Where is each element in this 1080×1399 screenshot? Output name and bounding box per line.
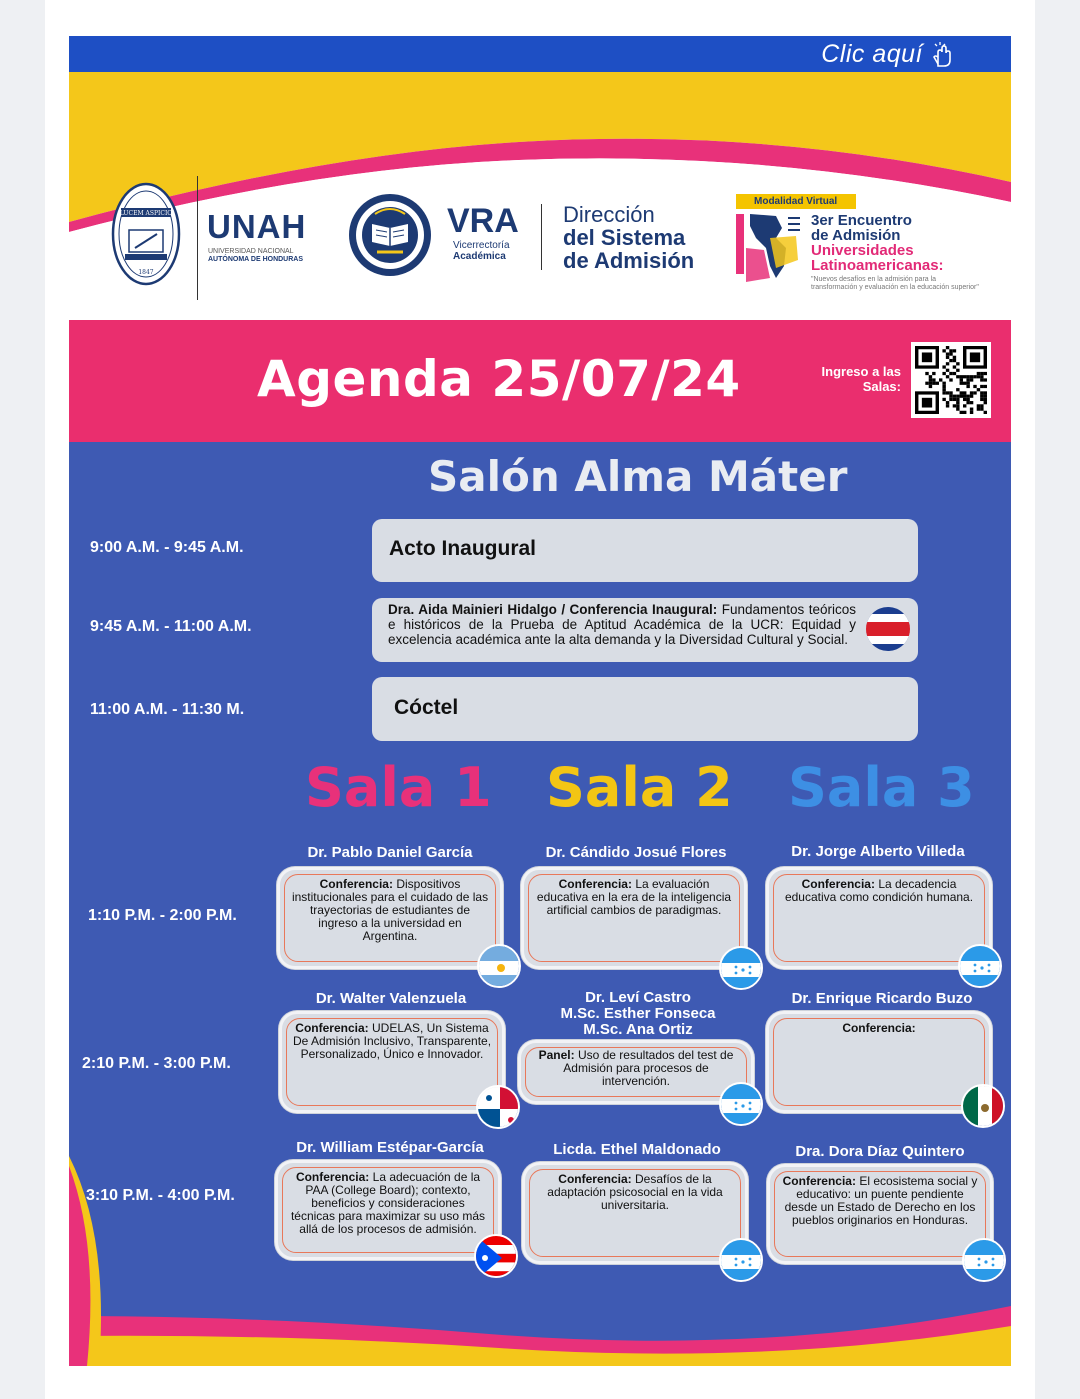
speaker-name-2: M.Sc. Esther Fonseca: [560, 1005, 716, 1022]
honduras-flag: [719, 1238, 763, 1282]
card-text: Conferencia: Dispositivos institucionales para el cuidado de las trayectorias de estudiantes de ingreso a la universidad en Argentina.: [291, 877, 489, 943]
speaker-name: Licda. Ethel Maldonado: [553, 1141, 721, 1158]
conferencia-inaugural-speaker: Dra. Aida Mainieri Hidalgo / Conferencia Inaugural:: [388, 602, 718, 617]
time-slot: 11:00 A.M. - 11:30 M.: [90, 701, 245, 718]
card-text: Panel: Uso de resultados del test de Admisión para procesos de intervención.: [538, 1048, 734, 1088]
honduras-flag: [719, 1082, 763, 1126]
click-here-link[interactable]: Clic aquí: [821, 40, 923, 68]
speaker-name: Dra. Dora Díaz Quintero: [795, 1143, 965, 1160]
unah-seal-icon: [111, 182, 181, 286]
conferencia-inaugural-title: Fundamentos teóricos e históricos de la Prueba de Aptitud Académica de la UCR: Equidad y excelencia académica ante la alta demanda y la Diversidad Cultural y Social.: [388, 602, 856, 647]
vra-subtitle-2: Académica: [453, 251, 506, 262]
card-text: Conferencia: La evaluación educativa en la era de la inteligencia artificial cambios de paradigmas.: [536, 877, 732, 917]
sala-2-title: Sala 2: [546, 756, 733, 819]
encuentro-map-icon: [736, 208, 804, 292]
speaker-name: Dr. Walter Valenzuela: [315, 990, 467, 1007]
acto-inaugural-bar: [372, 519, 918, 582]
coctel-bar: [372, 677, 918, 741]
pointer-hand-icon[interactable]: [929, 40, 953, 68]
agenda-title: Agenda 25/07/24: [257, 350, 741, 408]
sala-3-title: Sala 3: [788, 756, 975, 819]
argentina-flag: [477, 944, 521, 988]
time-slot: 2:10 P.M. - 3:00 P.M.: [82, 1055, 231, 1072]
card-text: Conferencia: La adecuación de la PAA (College Board); contexto, beneficios y consideraciones técnicas para maximizar su uso más allá de los procesos de admisión.: [290, 1170, 486, 1236]
panama-flag: [476, 1085, 520, 1129]
unah-subtitle-1: UNIVERSIDAD NACIONAL: [208, 248, 294, 255]
unah-subtitle-2: AUTÓNOMA DE HONDURAS: [208, 256, 304, 263]
puerto-rico-flag: [474, 1234, 518, 1278]
speaker-name-3: M.Sc. Ana Ortiz: [583, 1021, 693, 1038]
card-text: Conferencia: El ecosistema social y educativo: un puente pendiente desde un Estado de Derecho en los pueblos originarios en Honduras.: [782, 1174, 978, 1227]
encuentro-line-4: Latinoamericanas:: [811, 257, 944, 274]
time-slot: 1:10 P.M. - 2:00 P.M.: [88, 907, 237, 924]
speaker-name: Dr. Enrique Ricardo Buzo: [791, 990, 973, 1007]
encuentro-line-3: Universidades: [811, 242, 914, 259]
session-card: [767, 1164, 993, 1264]
qr-code-icon[interactable]: [911, 342, 991, 418]
svg-text:1847: 1847: [138, 269, 154, 276]
card-text: Conferencia: UDELAS, Un Sistema De Admisión Inclusivo, Transparente, Personalizado, Único e Innovador.: [292, 1021, 492, 1061]
unah-title: UNAH: [207, 208, 307, 245]
vra-subtitle-1: Vicerrectoría: [453, 240, 510, 251]
speaker-name: Dr. Cándido Josué Flores: [545, 844, 727, 861]
vra-logo-icon: [347, 192, 433, 278]
mexico-flag: [961, 1084, 1005, 1128]
session-card: [766, 867, 992, 969]
session-card: [279, 1011, 505, 1113]
honduras-flag: [962, 1238, 1006, 1282]
honduras-flag: [719, 946, 763, 990]
costa-rica-flag: [866, 607, 910, 651]
session-card: [518, 1040, 754, 1104]
card-text: Conferencia: Desafíos de la adaptación psicosocial en la vida universitaria.: [547, 1172, 723, 1212]
time-slot: 9:00 A.M. - 9:45 A.M.: [90, 539, 244, 556]
modalidad-virtual-badge: Modalidad Virtual: [736, 194, 856, 209]
session-card: [522, 1162, 748, 1264]
direccion-line-3: de Admisión: [563, 248, 695, 273]
ingreso-salas-label: Ingreso a las Salas:: [821, 364, 901, 394]
speaker-name: Dr. Jorge Alberto Villeda: [791, 843, 965, 860]
direccion-line-1: Dirección: [563, 202, 655, 227]
time-slot: 9:45 A.M. - 11:00 A.M.: [90, 618, 252, 635]
session-card: [275, 1160, 501, 1260]
sala-1-title: Sala 1: [305, 756, 492, 819]
encuentro-line-1: 3er Encuentro: [811, 212, 912, 229]
agenda-header: [69, 320, 1011, 442]
honduras-flag: [958, 944, 1002, 988]
bar-label: Cóctel: [394, 696, 459, 719]
card-text: Conferencia: La decadencia educativa como condición humana.: [784, 877, 974, 904]
session-card: [277, 867, 503, 969]
encuentro-line-2: de Admisión: [811, 227, 901, 244]
salon-title: Salón Alma Máter: [428, 452, 848, 501]
divider: [541, 204, 542, 270]
time-slot: 3:10 P.M. - 4:00 P.M.: [86, 1187, 235, 1204]
session-card: [521, 867, 747, 969]
vra-title: VRA: [447, 202, 519, 240]
session-card: [766, 1011, 992, 1113]
divider: [197, 176, 198, 300]
speaker-name: Dr. Pablo Daniel García: [307, 844, 473, 861]
speaker-name: Dr. William Estépar-García: [296, 1139, 484, 1156]
bar-label: Acto Inaugural: [389, 537, 537, 560]
encuentro-tagline: "Nuevos desafíos en la admisión para la transformación y evaluación en la educación superior": [811, 276, 979, 291]
logo-row: [69, 176, 1011, 316]
conferencia-inaugural-text: [388, 602, 856, 647]
card-text: Conferencia:: [842, 1021, 916, 1035]
svg-text:LUCEM ASPICIO: LUCEM ASPICIO: [119, 210, 173, 217]
conferencia-inaugural-bar: [372, 598, 918, 662]
direccion-line-2: del Sistema: [563, 225, 686, 250]
speaker-name: Dr. Leví Castro: [585, 989, 691, 1006]
top-banner: [69, 36, 1011, 72]
